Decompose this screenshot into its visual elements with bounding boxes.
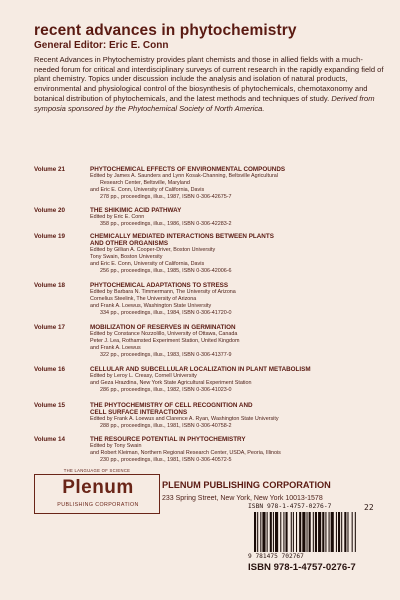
volume-number: Volume 15	[34, 402, 66, 409]
volume-editors: Edited by Gillian A. Cooper-Driver, Boston University	[90, 247, 216, 254]
logo-frame	[34, 474, 160, 514]
volume-editors: Edited by James A. Saunders and Lynn Kosak-Channing, Beltsville Agricultural	[90, 173, 278, 180]
volume-editors: Edited by Eric E. Conn	[90, 214, 145, 221]
volume-title: MOBILIZATION OF RESERVES IN GERMINATION	[90, 324, 236, 331]
volume-title: CELLULAR AND SUBCELLULAR LOCALIZATION IN PLANT METABOLISM	[90, 366, 311, 373]
volume-editors: Research Center, Beltsville, Maryland	[100, 180, 190, 187]
volume-title: THE PHYTOCHEMISTRY OF CELL RECOGNITION AND CELL SURFACE INTERACTIONS	[90, 402, 253, 417]
logo-tagline: THE LANGUAGE OF SCIENCE	[63, 468, 131, 473]
volume-number: Volume 16	[34, 366, 66, 373]
barcode-icon	[248, 512, 386, 554]
volume-number: Volume 17	[34, 324, 66, 331]
volume-number: Volume 20	[34, 207, 66, 214]
volume-editors: and Robert Kleiman, Northern Regional Research Center, USDA, Peoria, Illinois	[90, 450, 281, 457]
volume-details: 230 pp., proceedings, illus., 1981, ISBN 0-306-40572-5	[100, 457, 232, 464]
logo-wordmark: Plenum	[62, 477, 134, 498]
volume-number: Volume 19	[34, 233, 66, 240]
volume-title: THE SHIKIMIC ACID PATHWAY	[90, 207, 182, 214]
volume-details: 288 pp., proceedings, illus., 1981, ISBN 0-306-40758-2	[100, 423, 232, 430]
volume-details: 322 pp., proceedings, illus., 1983, ISBN 0-306-41377-9	[100, 351, 232, 358]
volume-editors: Edited by Tony Swain	[90, 443, 142, 450]
barcode-area	[248, 503, 386, 579]
isbn-top: ISBN 978-1-4757-0276-7	[248, 503, 332, 510]
volume-title: PHYTOCHEMICAL ADAPTATIONS TO STRESS	[90, 282, 229, 289]
volume-editors: Edited by Constance Nozzolillo, University of Ottawa, Canada	[90, 331, 238, 338]
volume-editors: Edited by Barbara N. Timmermann, The University of Arizona	[90, 289, 236, 296]
volume-title: PHYTOCHEMICAL EFFECTS OF ENVIRONMENTAL COMPOUNDS	[90, 166, 286, 173]
isbn-bottom: ISBN 978-1-4757-0276-7	[248, 562, 356, 573]
description-text: Recent Advances in Phytochemistry provides plant chemists and those in allied fields with a much-needed forum for critical and interdisciplinary surveys of current research in the rapidly expanding field of plant chemistry. Topics under discussion include the analysis and isolation of natural products, environmental and physiological control of the biosynthesis of phytochemicals, chemotaxonomy and botanical distribution of phytochemicals, and the latest methods and techniques of study.	[34, 55, 384, 103]
volume-number: Volume 21	[34, 166, 66, 173]
volume-number: Volume 14	[34, 436, 66, 443]
price-code: 22	[364, 503, 374, 512]
volume-title: CHEMICALLY MEDIATED INTERACTIONS BETWEEN PLANTS AND OTHER ORGANISMS	[90, 233, 274, 248]
series-title: recent advances in phytochemistry	[34, 22, 297, 39]
volume-editors: and Geza Hrazdina, New York State Agricultural Experiment Station	[90, 380, 252, 387]
publisher-name: PLENUM PUBLISHING CORPORATION	[162, 480, 331, 490]
logo-corporation: PUBLISHING CORPORATION	[57, 502, 139, 508]
barcode-digits: 9 781475 702767	[248, 553, 304, 560]
volume-details: 256 pp., proceedings, illus., 1985, ISBN 0-306-42006-6	[100, 268, 232, 275]
general-editor: General Editor: Eric E. Conn	[34, 40, 169, 51]
volume-editors: and Eric E. Conn, University of California, Davis	[90, 261, 205, 268]
volume-number: Volume 18	[34, 282, 66, 289]
series-description	[34, 55, 384, 113]
publisher-address: 233 Spring Street, New York, New York 10013-1578	[162, 495, 323, 502]
volume-editors: Peter J. Lea, Rothamsted Experiment Station, United Kingdom	[90, 338, 240, 345]
volume-editors: Tony Swain, Boston University	[90, 254, 163, 261]
description-derived: Derived from symposia sponsored by the Phytochemical Society of North America.	[34, 93, 375, 113]
volume-editors: Edited by Leroy L. Creasy, Cornell University	[90, 373, 197, 380]
volume-editors: Cornelius Steelink, The University of Arizona	[90, 296, 197, 303]
volume-details: 358 pp., proceedings, illus., 1986, ISBN 0-306-42283-2	[100, 221, 232, 228]
volume-details: 278 pp., proceedings, illus., 1987, ISBN 0-306-42675-7	[100, 193, 232, 200]
volume-editors: and Frank A. Loewus, Washington State University	[90, 303, 212, 310]
volume-title: THE RESOURCE POTENTIAL IN PHYTOCHEMISTRY	[90, 436, 246, 443]
volume-details: 334 pp., proceedings, illus., 1984, ISBN 0-306-41720-0	[100, 309, 232, 316]
volume-editors: Edited by Frank A. Loewus and Clarence A. Ryan, Washington State University	[90, 416, 279, 423]
volume-details: 286 pp., proceedings, illus., 1982, ISBN 0-306-41023-0	[100, 387, 232, 394]
volume-editors: and Frank A. Loewus	[90, 345, 141, 352]
volume-editors: and Eric E. Conn, University of California, Davis	[90, 187, 205, 194]
